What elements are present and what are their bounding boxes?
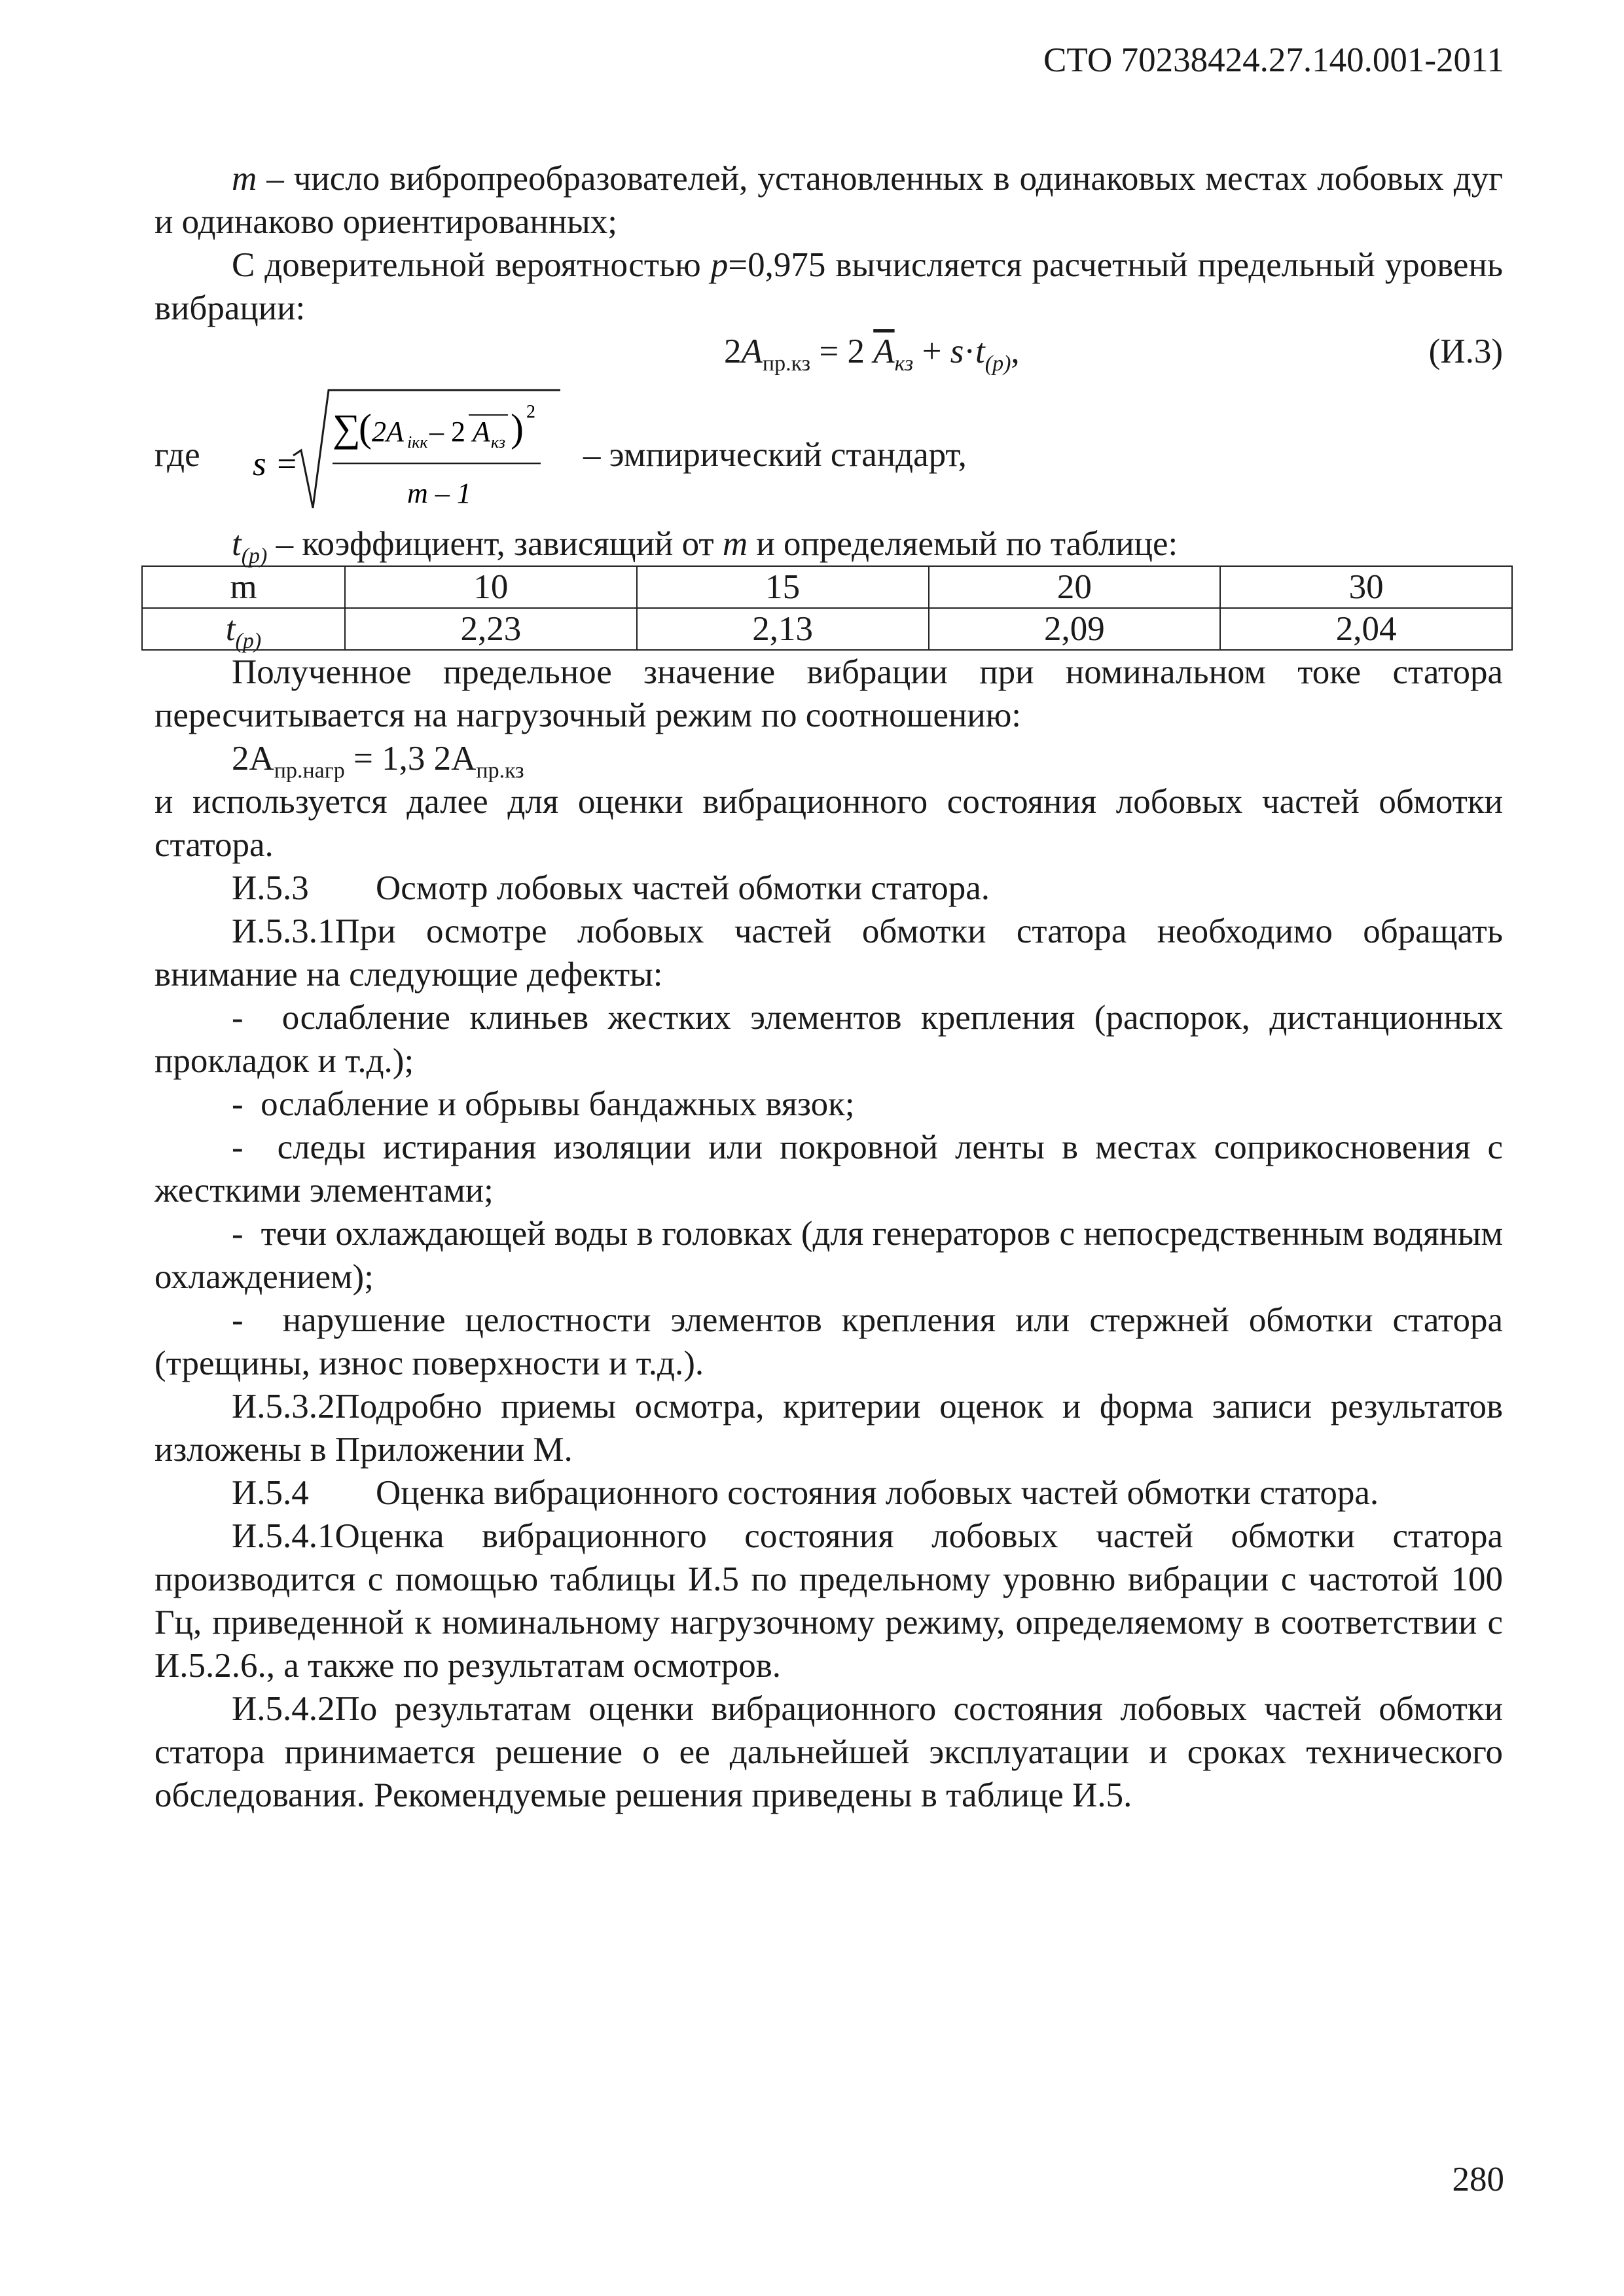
section-title: Оценка вибрационного состояния лобовых частей обмотки статора. [376, 1474, 1379, 1512]
eq-lhs-var: A [741, 332, 763, 370]
var-t-sub: (p) [241, 544, 268, 568]
defect-item [154, 1299, 1503, 1385]
page-content [154, 157, 1503, 1817]
section-text: По результатам оценки вибрационного состояния лобовых частей обмотки статора принимается решение о ее дальнейшей эксплуатации и сроках технического обследования. Рекомендуемые решения приведены в таблице И.5. [154, 1690, 1503, 1814]
section-number: И.5.3.2 [232, 1388, 335, 1426]
paragraph-probability [154, 243, 1503, 330]
numer-b: A [473, 416, 490, 448]
section-number: И.5.4.1 [232, 1517, 335, 1555]
t-coefficient-table [141, 565, 1513, 651]
sum-sign: ∑ [333, 406, 361, 450]
power: 2 [526, 402, 535, 422]
table-cell: 30 [1220, 566, 1512, 608]
equation-i3 [154, 330, 1503, 377]
section-number: И.5.3.1 [232, 912, 335, 950]
t-line-mid: – коэффициент, зависящий от [267, 525, 723, 563]
section-text: Подробно приемы осмотра, критерии оценок и форма записи результатов изложены в Приложении М. [154, 1388, 1503, 1469]
paragraph-t-coefficient [154, 522, 1503, 568]
eq-t: t [975, 332, 985, 370]
std-description: – эмпирический стандарт, [583, 436, 967, 474]
table-cell: 2,09 [929, 608, 1221, 650]
eq-load-mid: = 1,3 2A [344, 740, 477, 778]
var-m: m [232, 160, 257, 198]
std-formula [233, 377, 573, 522]
t-label: t [225, 610, 236, 648]
paragraph-probability-before: С доверительной вероятностью [232, 246, 711, 284]
section-i-5-3-1 [154, 910, 1503, 996]
eq-load-lhs-sub: пр.нагр [274, 759, 345, 783]
table-cell: 2,04 [1220, 608, 1512, 650]
eq-lhs-coef: 2 [724, 332, 742, 370]
equation-number: (И.3) [1428, 332, 1503, 370]
section-number: И.5.4.2 [232, 1690, 335, 1728]
var-p: p [710, 246, 729, 284]
eq-rhs-mean-var: $\overline{A}$ [873, 332, 895, 370]
equation-i3-formula [724, 330, 1020, 376]
table-cell: 10 [345, 566, 637, 608]
table-row [142, 608, 1512, 650]
table-cell: 2,23 [345, 608, 637, 650]
equation-load [154, 737, 1503, 783]
paragraph-probability-after: =0,975 вычисляется расчетный предельный уровень вибрации: [154, 246, 1503, 327]
numer-minus: – 2 [429, 416, 465, 448]
numer-b-sub: кз [491, 433, 505, 452]
table-cell: 15 [637, 566, 929, 608]
defect-item [154, 1083, 1503, 1126]
numer-a: 2A [372, 416, 404, 448]
defect-text: следы истирания изоляции или покровной ленты в местах соприкосновения с жесткими элементами; [154, 1128, 1504, 1210]
numer-a-sub: iкк [407, 433, 428, 452]
table-cell: 2,13 [637, 608, 929, 650]
section-i-5-3-2 [154, 1385, 1503, 1471]
eq-t-sub: (p) [984, 351, 1011, 376]
section-text: При осмотре лобовых частей обмотки статора необходимо обращать внимание на следующие дефекты: [154, 912, 1503, 994]
paragraph-use: и используется далее для оценки вибрационного состояния лобовых частей обмотки статора. [154, 783, 1503, 864]
eq-lhs-sub: пр.кз [762, 351, 811, 376]
paragraph-m-text: – число вибропреобразователей, установленных в одинаковых местах лобовых дуг и одинаково ориентированных; [154, 160, 1503, 241]
section-i-5-4-1 [154, 1515, 1503, 1687]
eq-load-lhs: 2A [232, 740, 274, 778]
list-dash: - [232, 1085, 244, 1123]
formula-s: s = [253, 445, 298, 483]
section-text: Оценка вибрационного состояния лобовых частей обмотки статора производится с помощью таблицы И.5 по предельному уровню вибрации с частотой 100 Гц, приведенной к номинальному нагрузочному режиму, определяемому в соответствии с И.5.2.6., а также по результатам осмотров. [154, 1517, 1503, 1685]
var-m-inline: m [722, 525, 748, 563]
defect-item [154, 1126, 1503, 1212]
std-formula-block [154, 377, 1503, 522]
defect-text: ослабление клиньев жестких элементов крепления (распорок, дистанционных прокладок и т.д.); [154, 999, 1504, 1080]
defect-text: течи охлаждающей воды в головках (для генераторов с непосредственным водяным охлаждением); [154, 1215, 1504, 1296]
where-label: где [154, 436, 200, 474]
paren-close: ) [511, 406, 524, 450]
t-label-sub: (p) [235, 629, 262, 653]
table-cell: 20 [929, 566, 1221, 608]
eq-s: s [950, 332, 964, 370]
var-t: t [232, 525, 242, 563]
defect-text: ослабление и обрывы бандажных вязок; [261, 1085, 855, 1123]
defect-item [154, 1212, 1503, 1299]
eq-comma: , [1011, 332, 1020, 370]
section-number: И.5.4 [232, 1474, 309, 1512]
table-cell-m-label: m [142, 566, 345, 608]
section-i-5-4-2 [154, 1687, 1503, 1817]
defect-text: нарушение целостности элементов крепления или стержней обмотки статора (трещины, износ поверхности и т.д.). [154, 1301, 1504, 1382]
eq-plus: + [913, 332, 950, 370]
section-title: Осмотр лобовых частей обмотки статора. [376, 869, 990, 907]
list-dash: - [232, 1128, 244, 1166]
denominator: m – 1 [407, 477, 471, 509]
section-i-5-4 [154, 1471, 1503, 1515]
table-cell-t-label [142, 608, 345, 653]
t-line-after: и определяемый по таблице: [748, 525, 1178, 563]
paragraph-m-definition [154, 157, 1503, 243]
paragraph-limit: Полученное предельное значение вибрации при номинальном токе статора пересчитывается на нагрузочный режим по соотношению: [154, 653, 1503, 734]
eq-load-rhs-sub: пр.кз [476, 759, 524, 783]
table-row [142, 566, 1512, 608]
eq-rhs-sub: кз [894, 351, 914, 376]
document-code-header: СТО 70238424.27.140.001-2011 [1043, 41, 1504, 79]
defect-item [154, 996, 1503, 1083]
section-number: И.5.3 [232, 869, 309, 907]
page-number: 280 [1452, 2161, 1504, 2198]
list-dash: - [232, 1301, 244, 1339]
section-i-5-3 [154, 867, 1503, 910]
list-dash: - [232, 999, 244, 1037]
list-dash: - [232, 1215, 244, 1253]
paren-open: ( [359, 406, 372, 450]
eq-dot: · [964, 332, 976, 370]
eq-equals: = 2 [810, 332, 874, 370]
